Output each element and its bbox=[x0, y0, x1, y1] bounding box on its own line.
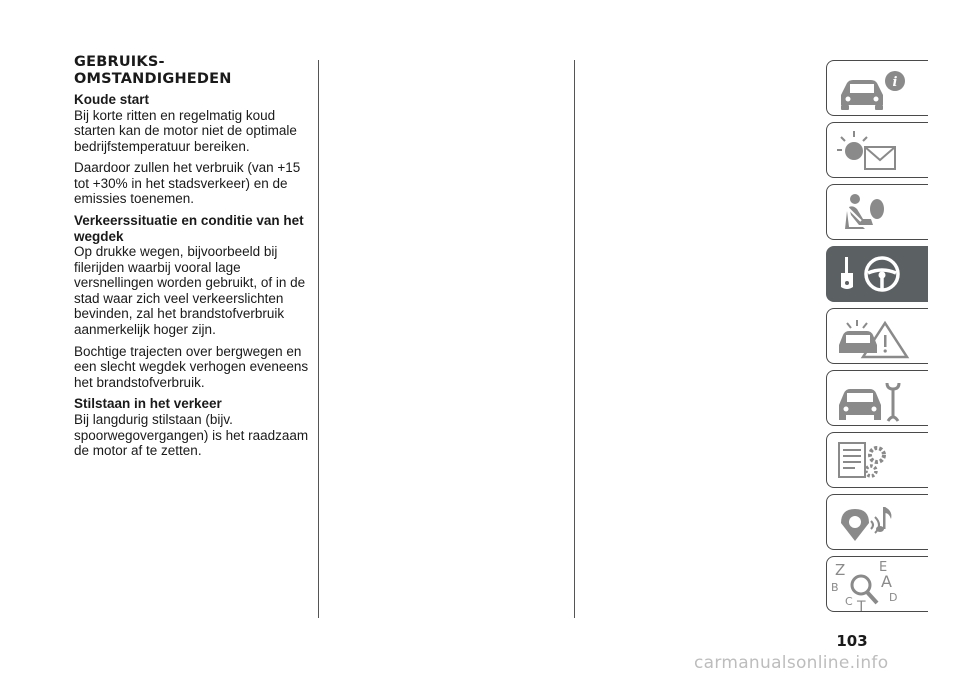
index-letter: A bbox=[881, 572, 892, 591]
index-letter: D bbox=[889, 591, 898, 604]
paragraph: Op drukke wegen, bijvoorbeeld bij filerijden waarbij vooral lage versnellingen worden gebruikt, of in de stad waar zich veel verkeerslichten bevinden, zal het brandstofverbruik aanmerkelijk hoger zijn. bbox=[74, 244, 306, 338]
key-steering-wheel-icon bbox=[827, 247, 929, 303]
column-divider-left bbox=[318, 60, 319, 618]
tab-index[interactable] bbox=[826, 556, 928, 612]
car-wrench-icon bbox=[827, 371, 929, 427]
car-info-icon bbox=[827, 61, 929, 117]
paragraph: Bochtige trajecten over bergwegen en een slecht wegdek verhogen eveneens het brandstofverbruik. bbox=[74, 343, 309, 390]
section-title bbox=[74, 54, 310, 88]
heading-traffic-road: Verkeerssituatie en conditie van het wegdek bbox=[74, 213, 304, 244]
svg-text:i: i bbox=[892, 75, 898, 90]
index-letter: E bbox=[879, 560, 888, 575]
block-traffic-road bbox=[74, 213, 310, 390]
tab-warning-lights[interactable] bbox=[826, 122, 928, 178]
section-title-line1: GEBRUIKS- bbox=[74, 54, 165, 70]
heading-cold-start: Koude start bbox=[74, 92, 150, 107]
block-cold-start bbox=[74, 92, 310, 207]
tab-maintenance[interactable] bbox=[826, 370, 928, 426]
seat-airbag-icon bbox=[827, 185, 929, 241]
column-divider-right bbox=[574, 60, 575, 618]
tab-multimedia[interactable] bbox=[826, 494, 928, 550]
index-letter: Z bbox=[835, 561, 846, 579]
warning-lights-envelope-icon bbox=[827, 123, 929, 179]
paragraph: Bij langdurig stilstaan (bijv. spoorwegovergangen) is het raadzaam de motor af te zetten. bbox=[74, 411, 309, 459]
tab-technical-data[interactable] bbox=[826, 432, 928, 488]
multimedia-icon bbox=[827, 495, 929, 551]
tab-starting-driving[interactable] bbox=[826, 246, 928, 302]
section-title-line2: OMSTANDIGHEDEN bbox=[74, 71, 232, 87]
specs-gears-icon bbox=[827, 433, 929, 489]
tab-emergency[interactable] bbox=[826, 308, 928, 364]
block-standstill bbox=[74, 396, 310, 458]
index-letters-icon bbox=[827, 557, 929, 613]
tab-safety[interactable] bbox=[826, 184, 928, 240]
main-text-column bbox=[74, 54, 310, 465]
heading-standstill: Stilstaan in het verkeer bbox=[74, 396, 222, 412]
car-breakdown-warning-icon bbox=[827, 309, 929, 365]
tab-car-info[interactable] bbox=[826, 60, 928, 116]
index-letter: B bbox=[831, 581, 839, 594]
index-letter: C bbox=[845, 595, 853, 608]
watermark: carmanualsonline.info bbox=[694, 653, 889, 673]
index-letter: T bbox=[857, 599, 866, 613]
page-number: 103 bbox=[836, 632, 868, 650]
paragraph: Bij korte ritten en regelmatig koud starten kan de motor niet de optimale bedrijfstemperatuur bereiken. bbox=[74, 107, 297, 154]
paragraph: Daardoor zullen het verbruik (van +15 tot +30% in het stadsverkeer) en de emissies toenemen. bbox=[74, 160, 301, 207]
